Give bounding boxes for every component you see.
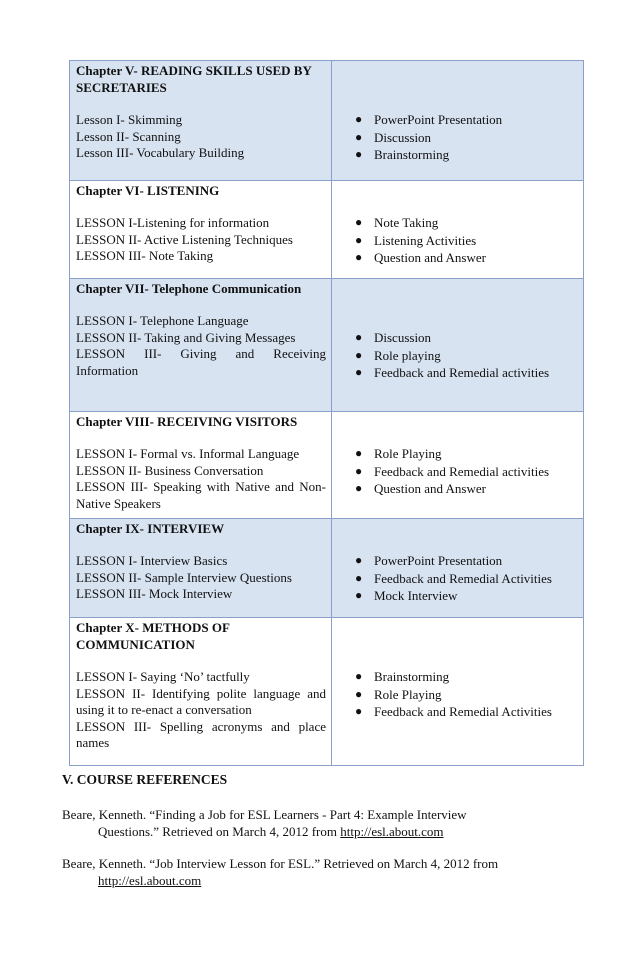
activities-list: [332, 445, 583, 498]
activities-cell: [332, 412, 584, 519]
bullet-icon: ●: [355, 250, 363, 264]
bullet-icon: ●: [355, 232, 363, 247]
lesson-item: LESSON III- Spelling acronyms and place names: [76, 718, 326, 750]
activities-list: [332, 552, 583, 605]
activity-label: Brainstorming: [374, 147, 450, 162]
bullet-icon: ●: [355, 704, 363, 718]
reference-entry: [62, 806, 532, 840]
activity-label: Role Playing: [374, 446, 442, 461]
activity-item: [355, 703, 583, 721]
activity-label: Listening Activities: [374, 232, 477, 248]
lesson-item: LESSON II- Sample Interview Questions: [76, 569, 292, 585]
chapter-row: [70, 618, 584, 766]
activity-label: Question and Answer: [374, 250, 486, 265]
chapter-row: [70, 61, 584, 181]
activities-list: [332, 329, 583, 382]
activity-label: Discussion: [374, 129, 432, 145]
activities-cell: [332, 279, 584, 412]
activities-cell: [332, 519, 584, 618]
bullet-icon: ●: [355, 446, 363, 460]
bullet-icon: ●: [355, 463, 363, 478]
chapter-cell: [70, 181, 332, 279]
bullet-icon: ●: [355, 570, 363, 585]
activity-label: Mock Interview: [374, 588, 458, 603]
bullet-icon: ●: [355, 215, 363, 229]
activity-label: PowerPoint Presentation: [374, 112, 503, 127]
bullet-icon: ●: [355, 481, 363, 495]
activity-item: [355, 552, 583, 570]
chapter-row: [70, 412, 584, 519]
activity-item: [355, 480, 583, 498]
chapter-row: [70, 279, 584, 412]
bullet-icon: ●: [355, 330, 363, 344]
bullet-icon: ●: [355, 669, 363, 683]
lesson-item: LESSON III- Note Taking: [76, 248, 214, 263]
activity-item: [355, 686, 583, 704]
activities-cell: [332, 618, 584, 766]
lesson-item: LESSON I- Telephone Language: [76, 313, 249, 328]
lesson-item: Lesson I- Skimming: [76, 112, 183, 127]
activity-label: Feedback and Remedial Activities: [374, 704, 552, 719]
lesson-item: Lesson III- Vocabulary Building: [76, 145, 245, 160]
reference-line: [62, 872, 532, 889]
activity-item: [355, 570, 583, 588]
activity-item: [355, 146, 583, 164]
lesson-item: LESSON II- Taking and Giving Messages: [76, 329, 296, 345]
lesson-item: LESSON III- Giving and Receiving Information: [76, 346, 326, 378]
reference-line: Beare, Kenneth. “Finding a Job for ESL Learners - Part 4: Example Interview: [62, 807, 467, 822]
section-heading: V. COURSE REFERENCES: [62, 772, 228, 787]
activity-label: Feedback and Remedial activities: [374, 463, 550, 479]
lesson-item: LESSON I- Interview Basics: [76, 553, 228, 568]
activity-item: [355, 364, 583, 382]
activity-item: [355, 587, 583, 605]
chapter-title: Chapter IX- INTERVIEW: [76, 521, 225, 536]
activity-item: [355, 129, 583, 147]
lesson-item: LESSON I-Listening for information: [76, 215, 270, 230]
activity-label: Discussion: [374, 330, 432, 345]
activity-label: Feedback and Remedial activities: [374, 365, 550, 380]
activity-item: [355, 214, 583, 232]
bullet-icon: ●: [355, 365, 363, 379]
activity-label: Role playing: [374, 347, 441, 363]
bullet-icon: ●: [355, 147, 363, 161]
reference-link[interactable]: http://esl.about.com: [340, 824, 444, 839]
lesson-item: LESSON III- Mock Interview: [76, 586, 233, 601]
activities-list: [332, 668, 583, 721]
chapter-title: Chapter V- READING SKILLS USED BY SECRETARIES: [76, 63, 312, 95]
lesson-item: LESSON I- Saying ‘No’ tactfully: [76, 669, 250, 684]
activity-label: Brainstorming: [374, 669, 450, 684]
activity-label: Note Taking: [374, 215, 439, 230]
activity-item: [355, 445, 583, 463]
chapter-row: [70, 519, 584, 618]
activities-cell: [332, 61, 584, 181]
activity-item: [355, 329, 583, 347]
activity-item: [355, 232, 583, 250]
chapter-cell: [70, 279, 332, 412]
course-outline-table: [69, 60, 584, 766]
chapter-cell: [70, 519, 332, 618]
lesson-item: LESSON II- Identifying polite language and using it to re-enact a conversation: [76, 685, 326, 717]
activity-label: Feedback and Remedial Activities: [374, 570, 552, 586]
activity-label: Role Playing: [374, 686, 442, 702]
activity-item: [355, 111, 583, 129]
activity-label: PowerPoint Presentation: [374, 553, 503, 568]
lesson-item: LESSON II- Active Listening Techniques: [76, 231, 293, 247]
reference-link[interactable]: http://esl.about.com: [98, 873, 202, 888]
chapter-cell: [70, 61, 332, 181]
lesson-item: LESSON III- Speaking with Native and Non-Native Speakers: [76, 479, 326, 511]
activity-item: [355, 668, 583, 686]
chapter-title: Chapter VIII- RECEIVING VISITORS: [76, 414, 298, 429]
chapter-title: Chapter X- METHODS OF COMMUNICATION: [76, 620, 230, 652]
activities-list: [332, 214, 583, 267]
reference-entry: [62, 855, 532, 889]
bullet-icon: ●: [355, 129, 363, 144]
chapter-title: Chapter VII- Telephone Communication: [76, 281, 302, 296]
bullet-icon: ●: [355, 588, 363, 602]
activity-item: [355, 249, 583, 267]
bullet-icon: ●: [355, 553, 363, 567]
activity-item: [355, 463, 583, 481]
chapter-cell: [70, 412, 332, 519]
reference-line: [62, 823, 532, 840]
bullet-icon: ●: [355, 112, 363, 126]
lesson-item: Lesson II- Scanning: [76, 128, 181, 144]
reference-line: Beare, Kenneth. “Job Interview Lesson for ESL.” Retrieved on March 4, 2012 from: [62, 856, 499, 871]
reference-text: Questions.” Retrieved on March 4, 2012 from: [98, 824, 341, 839]
chapter-title: Chapter VI- LISTENING: [76, 183, 220, 198]
activity-item: [355, 347, 583, 365]
lesson-item: LESSON I- Formal vs. Informal Language: [76, 446, 300, 461]
chapter-cell: [70, 618, 332, 766]
lesson-item: LESSON II- Business Conversation: [76, 462, 264, 478]
activities-cell: [332, 181, 584, 279]
bullet-icon: ●: [355, 347, 363, 362]
activity-label: Question and Answer: [374, 481, 486, 496]
chapter-row: [70, 181, 584, 279]
bullet-icon: ●: [355, 686, 363, 701]
activities-list: [332, 111, 583, 164]
